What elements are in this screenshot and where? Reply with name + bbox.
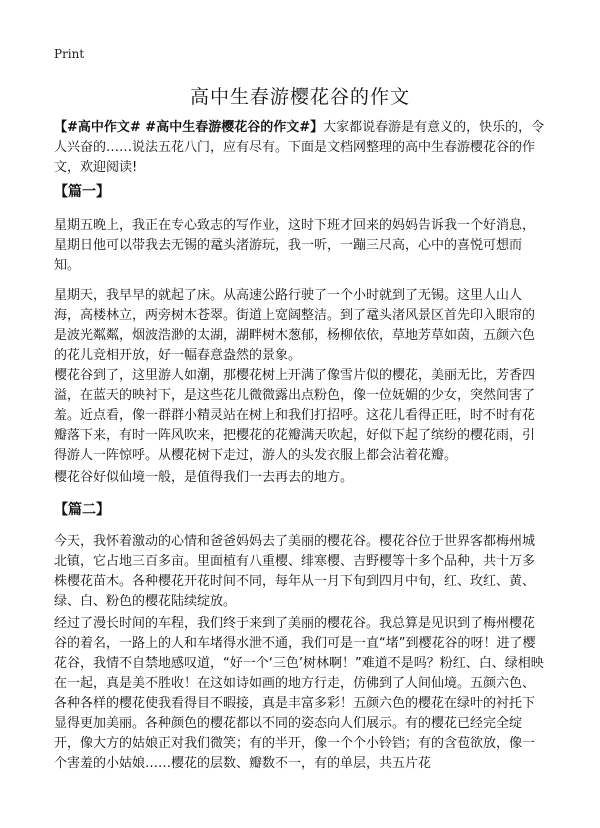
section-heading-2: 【篇二】: [54, 502, 110, 518]
intro-tag: 【#高中作文# #高中生春游樱花谷的作文#】: [54, 120, 324, 135]
paragraph: 樱花谷好似仙境一般，是值得我们一去再去的地方。: [54, 470, 354, 485]
intro-text: 大家都说春游是有意义的，快乐的，令人兴奋的……说法五花八门，应有尽有。下面是文档网整理的高中生春游樱花谷的作文，欢迎阅读!: [54, 120, 545, 175]
intro-paragraph: [54, 118, 546, 178]
paragraph: 星期五晚上，我正在专心致志的写作业，这时下班才回来的妈妈告诉我一个好消息，星期日他可以带我去无锡的鼋头渚游玩，我一听，一蹦三尺高，心中的喜悦可想而知。: [54, 218, 536, 273]
paragraph: 今天，我怀着激动的心情和爸爸妈妈去了美丽的樱花谷。樱花谷位于世界客都梅州城北镇，它占地三百多亩。里面植有八重樱、绯寒樱、吉野樱等十多个品种，共十万多株樱花苗木。各种樱花开花时间不同，每年从一月下旬到四月中旬，红、玫红、黄、绿、白、粉色的樱花陆续绽放。: [54, 534, 536, 609]
section-heading-1: 【篇一】: [54, 184, 110, 200]
print-link[interactable]: Print: [54, 47, 85, 61]
paragraph: 樱花谷到了，这里游人如潮，那樱花树上开满了像雪片似的樱花，美丽无比，芳香四溢，在蓝天的映衬下，是这些花儿微微露出点粉色，像一位妩媚的少女，突然间害了羞。近点看，像一群群小精灵站在树上和我们打招呼。这花儿看得正旺，时不时有花瓣落下来，有时一阵风吹来，把樱花的花瓣满天吹起，好似下起了缤纷的樱花雨，引得游人一阵惊呼。从樱花树下走过，游人的头发衣服上都会沾着花瓣。: [54, 368, 536, 463]
paragraph: 星期天，我早早的就起了床。从高速公路行驶了一个小时就到了无锡。这里人山人海，高楼林立，两旁树木苍翠。街道上宽阔整洁。到了鼋头渚风景区首先印入眼帘的是波光粼粼，烟波浩渺的太湖，湖畔树木葱郁，杨柳依依，草地芳草如茵，五颜六色的花儿竞相开放，好一幅春意盎然的景象。: [54, 288, 536, 363]
paragraph: 经过了漫长时间的车程，我们终于来到了美丽的樱花谷。我总算是见识到了梅州樱花谷的着名，一路上的人和车堵得水泄不通，我们可是一直“堵”到樱花谷的呀！进了樱花谷，我情不自禁地感叹道，“好一个‘三色’树林啊！”难道不是吗？粉红、白、绿相映在一起，真是美不胜收！在这如诗如画的地方行走，仿佛到了人间仙境。五颜六色、各种各样的樱花使我看得目不暇接，真是丰富多彩！五颜六色的樱花在绿叶的衬托下显得更加美丽。各种颜色的樱花都以不同的姿态向人们展示。有的樱花已经完全绽开，像大方的姑娘正对我们微笑；有的半开，像一个个小铃铛；有的含苞欲放，像一个害羞的小姑娘……樱花的层数、瓣数不一，有的单层，共五片花: [54, 616, 544, 771]
page-title: 高中生春游樱花谷的作文: [189, 86, 410, 108]
